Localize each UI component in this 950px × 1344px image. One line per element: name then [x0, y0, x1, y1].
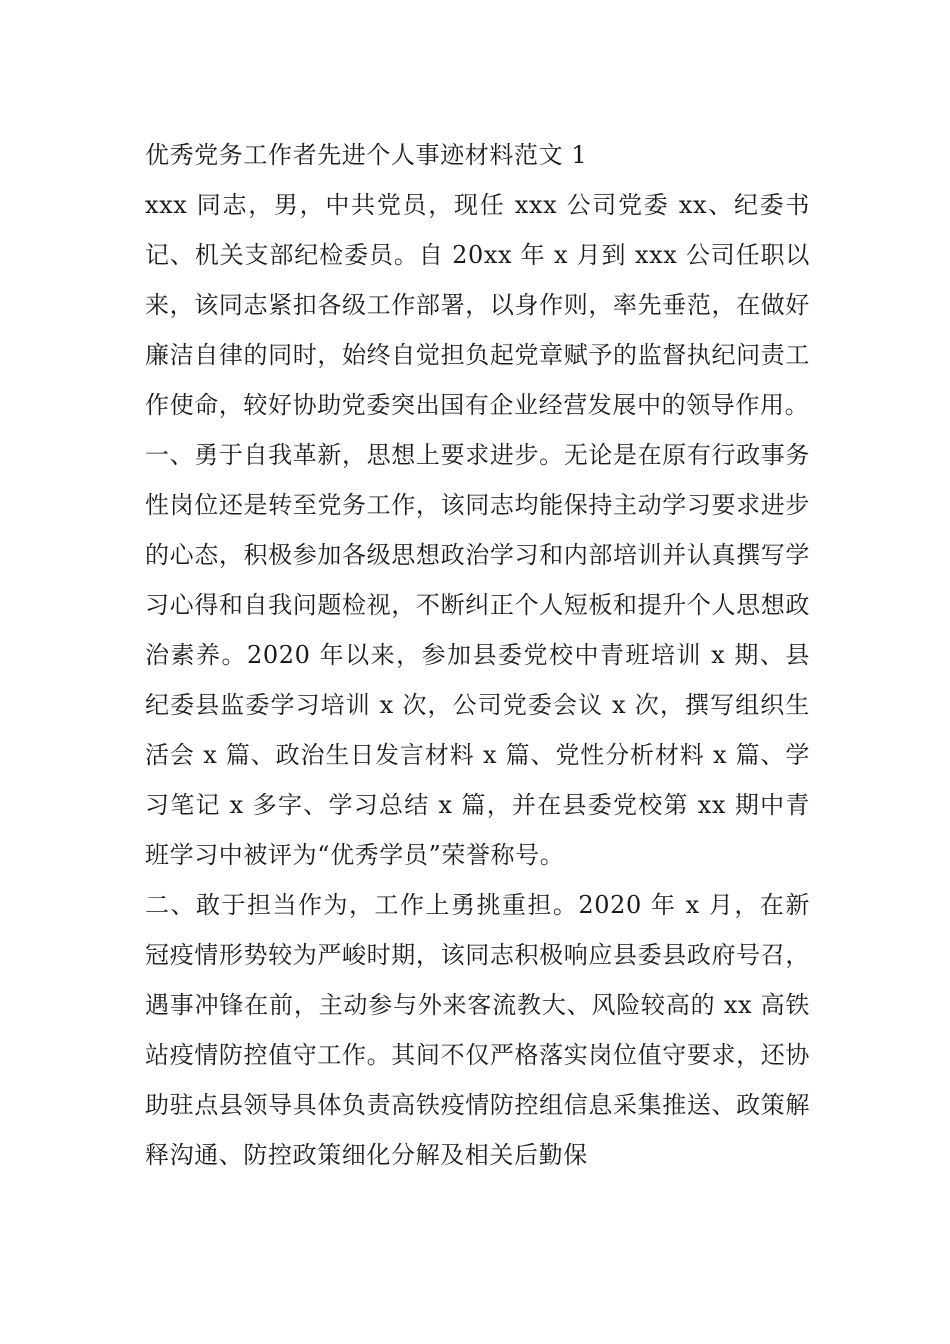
paragraph-intro: xxx 同志，男，中共党员，现任 xxx 公司党委 xx、纪委书记、机关支部纪检委员。自 20xx 年 x 月到 xxx 公司任职以来，该同志紧扣各级工作部署，以身作则，率先垂范，在做好廉洁自律的同时，始终自觉担负起党章赋予的监督执纪问责工作使命，较好协助党委突出国有企业经营发展中的领导作用。 — [145, 191, 810, 419]
document-body — [145, 130, 810, 1180]
paragraph-section-two: 二、敢于担当作为，工作上勇挑重担。2020 年 x 月，在新冠疫情形势较为严峻时期，该同志积极响应县委县政府号召，遇事冲锋在前，主动参与外来客流教大、风险较高的 xx 高铁站疫情防控值守工作。其间不仅严格落实岗位值守要求，还协助驻点县领导具体负责高铁疫情防控组信息采集推送、政策解释沟通、防控政策细化分解及相关后勤保 — [145, 891, 810, 1169]
paragraph-section-one: 一、勇于自我革新，思想上要求进步。无论是在原有行政事务性岗位还是转至党务工作，该同志均能保持主动学习要求进步的心态，积极参加各级思想政治学习和内部培训并认真撰写学习心得和自我问题检视，不断纠正个人短板和提升个人思想政治素养。2020 年以来，参加县委党校中青班培训 x 期、县纪委县监委学习培训 x 次，公司党委会议 x 次，撰写组织生活会 x 篇、政治生日发言材料 x 篇、党性分析材料 x 篇、学习笔记 x 多字、学习总结 x 篇，并在县委党校第 xx 期中青班学习中被评为“优秀学员”荣誉称号。 — [145, 441, 810, 869]
document-title: 优秀党务工作者先进个人事迹材料范文 1 — [145, 141, 588, 169]
